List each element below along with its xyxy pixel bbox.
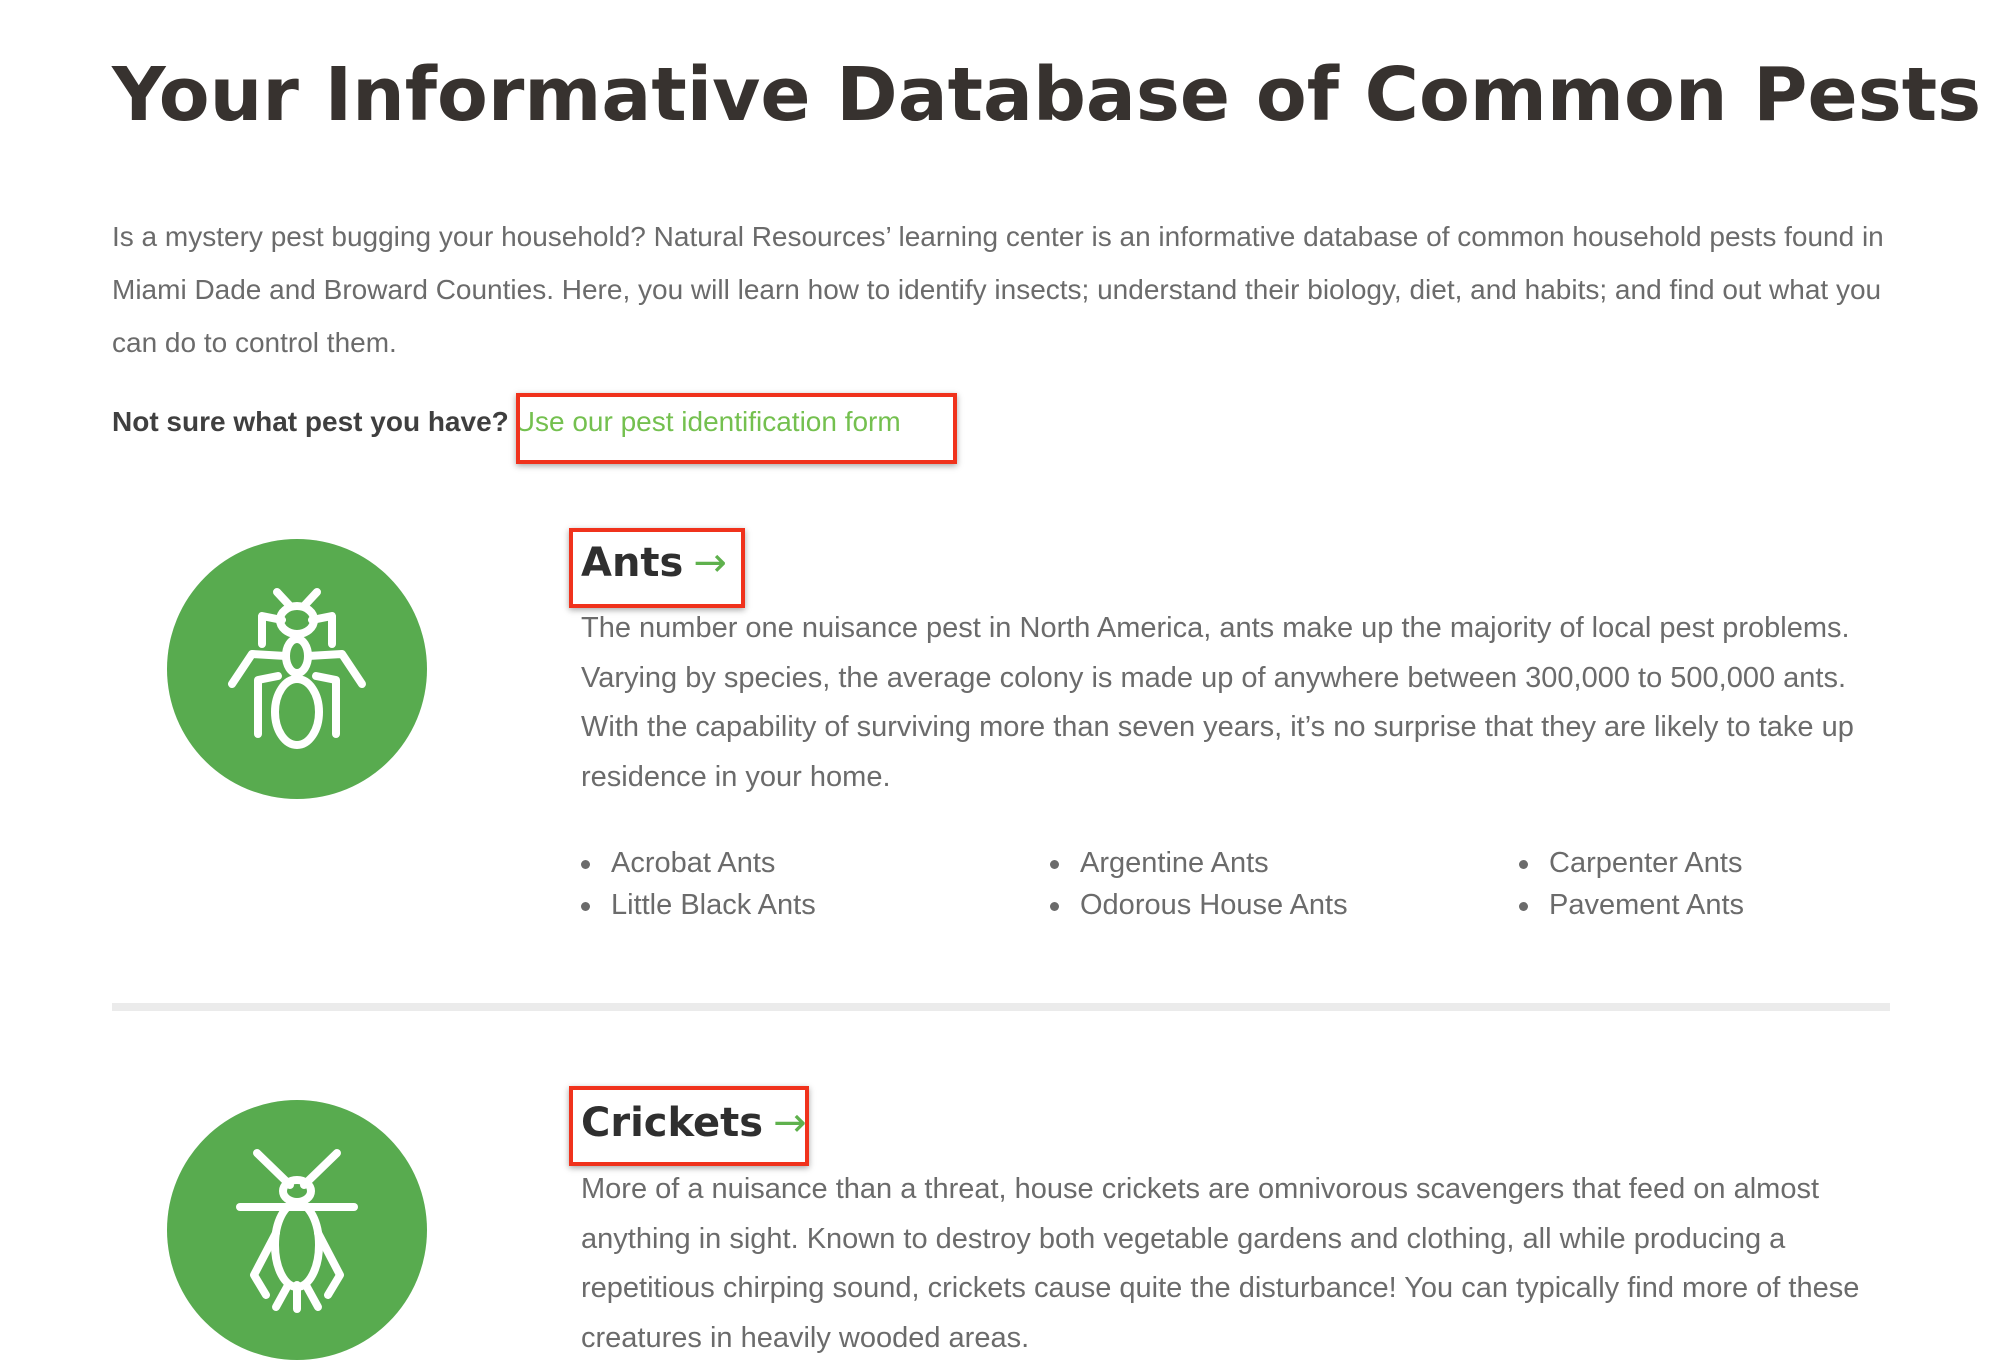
- pest-identification-form-link[interactable]: Use our pest identification form: [514, 406, 901, 437]
- ant-species-list: [581, 844, 1991, 924]
- intro-paragraph: Is a mystery pest bugging your household? Natural Resources’ learning center is an informative database of common household pests found in Miami Dade and Broward Counties. Here, you will learn how to identify insects; understand their biology, diet, and habits; and find out what you can do to control them.: [112, 221, 1884, 358]
- species-item[interactable]: Odorous House Ants: [1050, 886, 1519, 924]
- section-title-label[interactable]: Crickets: [581, 1100, 764, 1146]
- identification-question: Not sure what pest you have?: [112, 406, 509, 437]
- page-title: Your Informative Database of Common Pests: [112, 52, 1982, 138]
- section-description-crickets: More of a nuisance than a threat, house crickets are omnivorous scavengers that feed on almost anything in sight. Known to destroy both vegetable gardens and clothing, all while producing a repetitious chirping sound, crickets cause quite the disturbance! You can typically find more of these creatures in heavily wooded areas.: [581, 1173, 1860, 1354]
- cricket-icon-badge[interactable]: [167, 1100, 427, 1360]
- ant-icon-badge[interactable]: [167, 539, 427, 799]
- arrow-right-icon[interactable]: →: [693, 540, 727, 586]
- highlight-box-crickets: [569, 1086, 809, 1166]
- section-divider: [112, 1003, 1890, 1011]
- species-item[interactable]: Argentine Ants: [1050, 844, 1519, 882]
- highlight-box-form-link: [516, 393, 957, 464]
- cricket-icon: [232, 1145, 362, 1315]
- species-item[interactable]: Little Black Ants: [581, 886, 1050, 924]
- species-item[interactable]: Carpenter Ants: [1519, 844, 1988, 882]
- ant-icon: [222, 584, 372, 754]
- highlight-box-ants: [569, 528, 745, 608]
- species-item[interactable]: Pavement Ants: [1519, 886, 1988, 924]
- section-description-ants: The number one nuisance pest in North America, ants make up the majority of local pest problems. Varying by species, the average colony is made up of anywhere between 300,000 to 500,000 ants. With the capability of surviving more than seven years, it’s no surprise that they are likely to take up residence in your home.: [581, 612, 1854, 793]
- species-item[interactable]: Acrobat Ants: [581, 844, 1050, 882]
- arrow-right-icon[interactable]: →: [773, 1100, 807, 1146]
- section-title-label[interactable]: Ants: [581, 540, 684, 586]
